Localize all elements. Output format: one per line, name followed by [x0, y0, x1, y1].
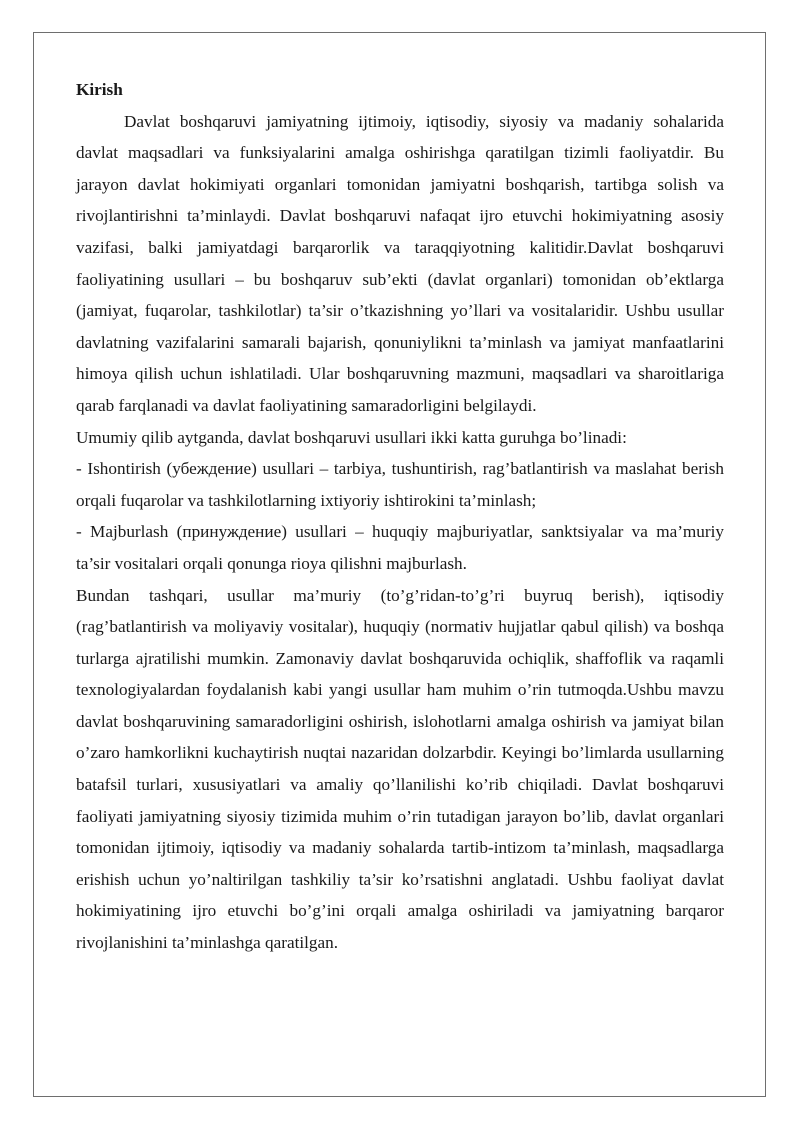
coercion-methods-item: - Majburlash (принуждение) usullari – huquqiy majburiyatlar, sanktsiyalar va ma’muriy ta’sir vositalari orqali qonunga rioya qilishni majburlash.: [76, 522, 724, 573]
intro-paragraph: Davlat boshqaruvi jamiyatning ijtimoiy, iqtisodiy, siyosiy va madaniy sohalarida davlat maqsadlari va funksiyalarini amalga oshirishga qaratilgan tizimli faoliyatdir. Bu jarayon davlat hokimiyati organlari tomonidan jamiyatni boshqarish, tartibga solish va rivojlantirishni ta’minlaydi. Davlat boshqaruvi nafaqat ijro etuvchi hokimiyatning asosiy vazifasi, balki jamiyatdagi barqarorlik va taraqqiyotning kalitidir.Davlat boshqaruvi faoliyatining usullari – bu boshqaruv sub’ekti (davlat organlari) tomonidan ob’ektlarga (jamiyat, fuqarolar, tashkilotlar) ta’sir o’tkazishning yo’llari va vositalaridir. Ushbu usullar davlatning vazifalarini samarali bajarish, qonuniylikni ta’minlash va jamiyat manfaatlarini himoya qilish uchun ishlatiladi. Ular boshqaruvning mazmuni, maqsadlari va sharoitlariga qarab farqlanadi va davlat faoliyatining samaradorligini belgilaydi.: [76, 111, 724, 415]
persuasion-methods-item: - Ishontirish (убеждение) usullari – tarbiya, tushuntirish, rag’batlantirish va maslahat berish orqali fuqarolar va tashkilotlarning ixtiyoriy ishtirokini ta’minlash;: [76, 459, 724, 510]
document-body: [76, 74, 724, 959]
methods-summary-paragraph: Umumiy qilib aytganda, davlat boshqaruvi usullari ikki katta guruhga bo’linadi:: [76, 427, 627, 447]
section-heading: Kirish: [76, 80, 123, 99]
additional-methods-paragraph: Bundan tashqari, usullar ma’muriy (to’g’ridan-to’g’ri buyruq berish), iqtisodiy (rag’batlantirish va moliyaviy vositalar), huquqiy (normativ hujjatlar qabul qilish) va boshqa turlarga ajratilishi mumkin. Zamonaviy davlat boshqaruvida ochiqlik, shaffoflik va raqamli texnologiyalardan foydalanish kabi yangi usullar ham muhim o’rin tutmoqda.Ushbu mavzu davlat boshqaruvining samaradorligini oshirish, islohotlarni amalga oshirish va jamiyat bilan o’zaro hamkorlikni kuchaytirish nuqtai nazaridan dolzarbdir. Keyingi bo’limlarda usullarning batafsil turlari, xususiyatlari va amaliy qo’llanilishi ko’rib chiqiladi. Davlat boshqaruvi faoliyati jamiyatning siyosiy tizimida muhim o’rin tutadigan jarayon bo’lib, davlat organlari tomonidan ijtimoiy, iqtisodiy va madaniy sohalarda tartib-intizom ta’minlash, maqsadlarga erishish uchun yo’naltirilgan tashkiliy ta’sir ko’rsatishni anglatadi. Ushbu faoliyat davlat hokimiyatining ijro etuvchi bo’g’ini orqali amalga oshiriladi va jamiyatning barqaror rivojlanishini ta’minlashga qaratilgan.: [76, 585, 724, 953]
